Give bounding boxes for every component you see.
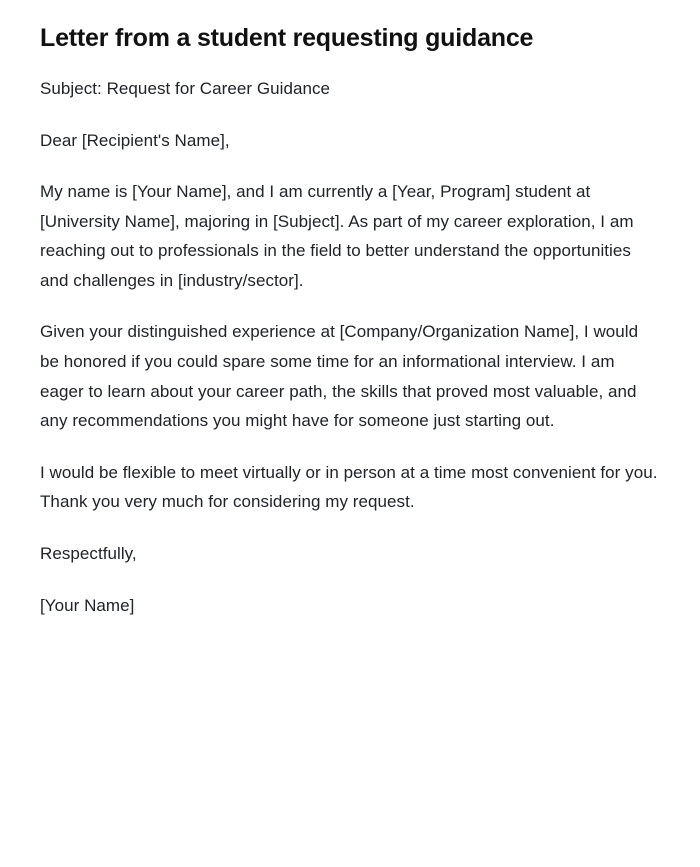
letter-body-paragraph-3: I would be flexible to meet virtually or in person at a time most convenient for you. Thank you very much for considering my request. [40,462,658,512]
letter-signature: [Your Name] [40,595,135,615]
page-title: Letter from a student requesting guidance [40,24,534,52]
letter-closing: Respectfully, [40,543,137,563]
letter-salutation: Dear [Recipient's Name], [40,130,230,150]
letter-body-paragraph-1: My name is [Your Name], and I am currently a [Year, Program] student at [University Name], majoring in [Subject]. As part of my career exploration, I am reaching out to professionals in the field to better understand the opportunities and challenges in [industry/sector]. [40,182,634,290]
letter-body-paragraph-2: Given your distinguished experience at [Company/Organization Name], I would be honored if you could spare some time for an informational interview. I am eager to learn about your career path, the skills that proved most valuable, and any recommendations you might have for someone just starting out. [40,322,639,431]
letter-subject-line: Subject: Request for Career Guidance [40,79,331,98]
